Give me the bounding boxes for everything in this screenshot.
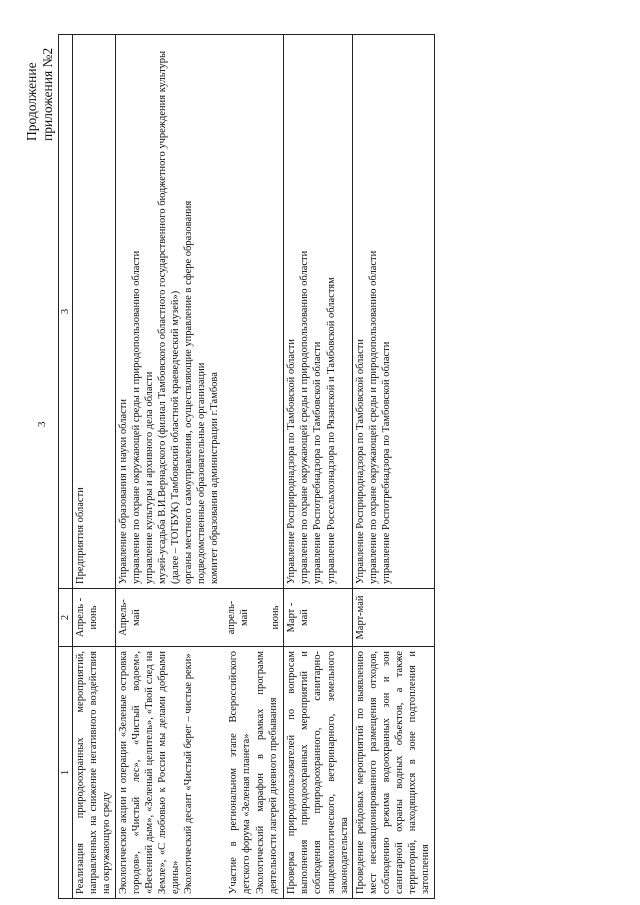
period-cell <box>352 589 434 647</box>
table-row <box>352 35 434 899</box>
page-number: 3 <box>36 421 48 427</box>
measure-text: Экологические акции и операции «Зеленые островка городов», «Чистый лес», «Чистый водоем», «Весенний дым», «Зеленый целитель», «Твой след на Земле», «С любовью к России мы делами добрыми едины» <box>117 651 181 894</box>
table-row <box>284 35 353 899</box>
period-text: Март-май <box>354 595 366 640</box>
period-text: июнь <box>270 605 281 630</box>
period-text: Апрель-май <box>117 599 142 636</box>
header-col-1: 1 <box>59 647 73 899</box>
responsible-text: комитет образования администрации г.Тамбова <box>209 372 221 584</box>
period-text: Март - май <box>286 602 311 633</box>
responsible-text: управление культуры и архивного дела области <box>143 371 155 584</box>
measure-cell <box>284 647 353 899</box>
measure-text: Экологический десант «Чистый берег – чистые реки» <box>183 653 195 894</box>
measure-text: Проверка природопользователей по вопросам выполнения природоохранных мероприятий и соблюдения природоохранного, санитарно-эпидемиологического, ветеринарного, земельного законодательства <box>286 651 350 894</box>
responsible-cell <box>73 35 115 589</box>
table-row <box>115 35 284 899</box>
table-row <box>73 35 115 899</box>
responsible-text: Предприятия области <box>75 487 87 584</box>
header-col-2: 2 <box>59 589 73 647</box>
period-text: Апрель - июнь <box>75 597 100 638</box>
responsible-text: подведомственные образовательные организации <box>196 362 208 584</box>
responsible-text: Управление Росприроднадзора по Тамбовской области <box>286 339 298 584</box>
measure-cell <box>115 647 284 899</box>
responsible-cell <box>352 35 434 589</box>
period-cell <box>284 589 353 647</box>
responsible-text: управление по охране окружающей среды и природопользованию области <box>130 250 142 584</box>
responsible-text: музей-усадьба В.И.Вернадского (филиал Тамбовского областного государственного бюджетного учреждения культуры (далее – ТОГБУК) Тамбовский областной краеведческий музей») <box>156 50 181 584</box>
responsible-text: управление Россельхознадзора по Рязанской и Тамбовской областям <box>325 277 337 584</box>
responsible-cell <box>284 35 353 589</box>
period-text: апрель-май <box>225 600 250 635</box>
responsible-text: управление по охране окружающей среды и природопользованию области <box>367 250 379 584</box>
measure-cell <box>73 647 115 899</box>
appendix-title: Продолжение приложения №2 <box>24 47 55 141</box>
responsible-text: Управление образования и науки области <box>117 399 129 584</box>
responsible-text: управление Роспотребнадзора по Тамбовской области <box>381 341 392 584</box>
measure-text: Экологический марафон в рамках программ деятельности лагерей дневного пребывания <box>254 651 279 894</box>
responsible-text: управление Роспотребнадзора по Тамбовской области <box>312 341 324 584</box>
responsible-text: управление по охране окружающей среды и природопользованию области <box>299 250 311 584</box>
measure-text: Реализация природоохранных мероприятий, направленных на снижение негативного воздействия на окружающую среду <box>75 651 113 894</box>
period-cell <box>73 589 115 647</box>
measure-cell <box>352 647 434 899</box>
measure-text: Проведение рейдовых мероприятий по выявлению мест несанкционированного размещения отходов, соблюдению режима водоохранных зон и зон санитарной охраны водных объектов, а также территорий, находящихся в зоне подтопления и затопления <box>354 651 432 894</box>
table-header-row <box>59 35 73 899</box>
period-cell <box>115 589 284 647</box>
responsible-text: Управление Росприроднадзора по Тамбовской области <box>354 339 366 584</box>
responsible-text: органы местного самоуправления, осуществляющие управление в сфере образования <box>183 200 195 584</box>
measure-text: Участие в региональном этапе Всероссийского детского форума «Зеленая планета» <box>228 651 253 894</box>
header-col-3: 3 <box>59 35 73 589</box>
activities-table <box>58 34 435 899</box>
responsible-cell <box>115 35 284 589</box>
